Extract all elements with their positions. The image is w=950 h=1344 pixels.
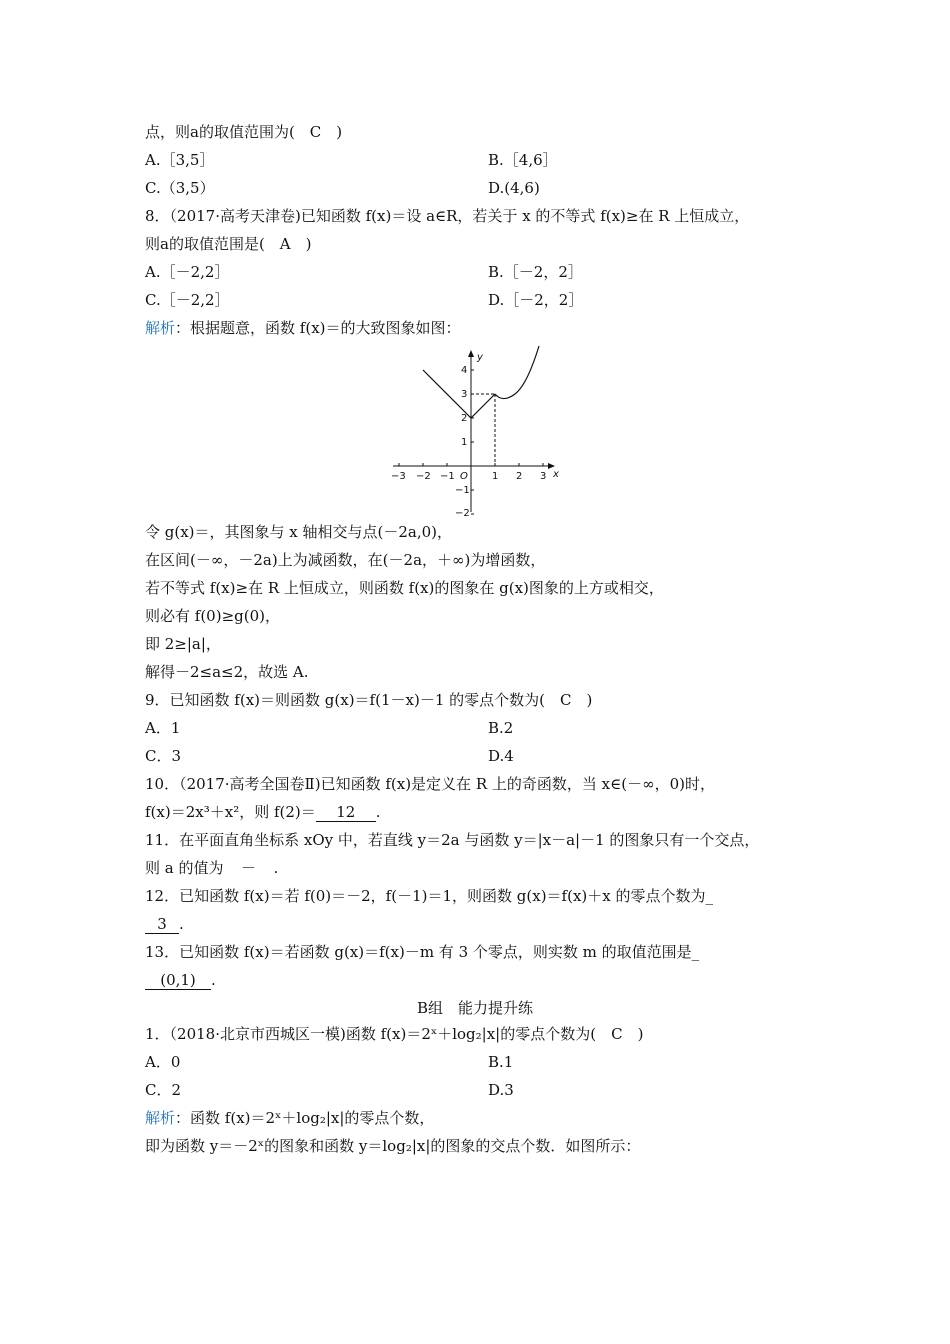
problem-10-stem: 10．（2017·高考全国卷Ⅱ)已知函数 f(x)是定义在 R 上的奇函数，当 x∈(－∞，0)时，	[145, 775, 715, 793]
problem-13-stem: 13．已知函数 f(x)＝若函数 g(x)＝f(x)－m 有 3 个零点，则实数 m 的取值范围是_	[145, 943, 700, 961]
option-b: B.［4,6］	[488, 151, 558, 169]
problem-11-stem-cont	[145, 858, 278, 878]
problem-11-text: 则 a 的值为	[145, 859, 224, 877]
option-a: A.［－2,2］	[145, 263, 230, 281]
problem-10-stem-cont	[145, 802, 381, 822]
y-tick-label: 3	[461, 389, 468, 400]
analysis-intro	[145, 1108, 434, 1128]
problem-8-stem: 8．（2017·高考天津卷)已知函数 f(x)＝设 a∈R，若关于 x 的不等式 f(x)≥在 R 上恒成立，	[145, 207, 750, 225]
analysis-text: ：根据题意，函数 f(x)＝的大致图象如图：	[175, 319, 461, 337]
analysis-line: 则必有 f(0)≥g(0)，	[145, 607, 280, 625]
y-axis-label: y	[477, 352, 483, 363]
x-axis-label: x	[553, 469, 559, 480]
analysis-line: 令 g(x)＝，其图象与 x 轴相交与点(－2a,0)，	[145, 523, 453, 541]
problem-11-stem: 11．在平面直角坐标系 xOy 中，若直线 y＝2a 与函数 y＝|x－a|－1 的图象只有一个交点，	[145, 831, 760, 849]
x-tick-label: −2	[416, 471, 431, 482]
option-c: C．2	[145, 1081, 182, 1099]
y-tick-label: 4	[461, 365, 468, 376]
function-graph	[385, 342, 560, 517]
problem-12-stem: 12．已知函数 f(x)＝若 f(0)＝－2，f(－1)＝1，则函数 g(x)＝f(x)＋x 的零点个数为_	[145, 887, 714, 905]
answer-blank: －	[240, 859, 256, 877]
problem-7-tail: 点，则a的取值范围为( C )	[145, 123, 343, 141]
x-tick-label: 3	[540, 471, 547, 482]
option-d: D.［－2，2］	[488, 291, 584, 309]
option-d: D.3	[488, 1081, 514, 1099]
option-b: B.2	[488, 719, 514, 737]
option-c: C.（3,5）	[145, 179, 215, 197]
option-c: C．3	[145, 747, 182, 765]
period: .	[273, 859, 279, 877]
analysis-text: ：函数 f(x)＝2ˣ＋log₂|x|的零点个数，	[175, 1109, 435, 1127]
answer-blank: 3	[145, 915, 179, 934]
option-a: A．1	[145, 719, 181, 737]
analysis-line: 在区间(－∞，－2a)上为减函数，在(－2a，＋∞)为增函数，	[145, 551, 546, 569]
y-tick-label: −2	[455, 508, 470, 517]
option-b: B.［－2，2］	[488, 263, 583, 281]
answer-blank: 12	[316, 803, 376, 822]
function-curve-right	[495, 346, 539, 399]
function-curve-left	[423, 370, 495, 418]
option-d: D.(4,6)	[488, 179, 540, 197]
x-tick-label: 2	[516, 471, 523, 482]
y-tick-label: 2	[461, 413, 468, 424]
analysis-label: 解析	[145, 1109, 176, 1127]
period: .	[179, 915, 184, 933]
problem-8-stem-cont: 则a的取值范围是( A )	[145, 235, 312, 253]
y-axis-arrow	[468, 350, 474, 357]
period: .	[211, 971, 216, 989]
problem-13-answer-line	[145, 970, 216, 990]
option-b: B.1	[488, 1053, 514, 1071]
graph-svg	[385, 342, 560, 517]
problem-9-stem: 9．已知函数 f(x)＝则函数 g(x)＝f(1－x)－1 的零点个数为( C )	[145, 691, 593, 709]
analysis-line: 若不等式 f(x)≥在 R 上恒成立，则函数 f(x)的图象在 g(x)图象的上方或相交，	[145, 579, 664, 597]
y-tick-label: 1	[461, 437, 468, 448]
analysis-line: 即 2≥|a|，	[145, 635, 221, 653]
x-tick-label: 1	[492, 471, 499, 482]
answer-blank: (0,1)	[145, 971, 211, 990]
y-tick-label: −1	[455, 485, 470, 496]
origin-label: O	[460, 471, 468, 482]
x-tick-label: −3	[391, 471, 406, 482]
analysis-label: 解析	[145, 319, 176, 337]
problem-10-text: f(x)＝2x³＋x²，则 f(2)＝	[145, 803, 316, 821]
period: .	[375, 803, 381, 821]
analysis-line: 解得－2≤a≤2，故选 A.	[145, 663, 309, 681]
option-a: A.［3,5］	[145, 151, 215, 169]
analysis-line: 即为函数 y＝－2ˣ的图象和函数 y＝log₂|x|的图象的交点个数．如图所示：	[145, 1137, 641, 1155]
problem-b1-stem: 1．（2018·北京市西城区一模)函数 f(x)＝2ˣ＋log₂|x|的零点个数为( C )	[145, 1025, 644, 1043]
option-d: D.4	[488, 747, 514, 765]
option-c: C.［－2,2］	[145, 291, 230, 309]
x-tick-label: −1	[440, 471, 455, 482]
problem-12-answer-line	[145, 914, 184, 934]
option-a: A．0	[145, 1053, 181, 1071]
analysis-intro	[145, 318, 461, 338]
section-heading: B组 能力提升练	[416, 999, 534, 1017]
